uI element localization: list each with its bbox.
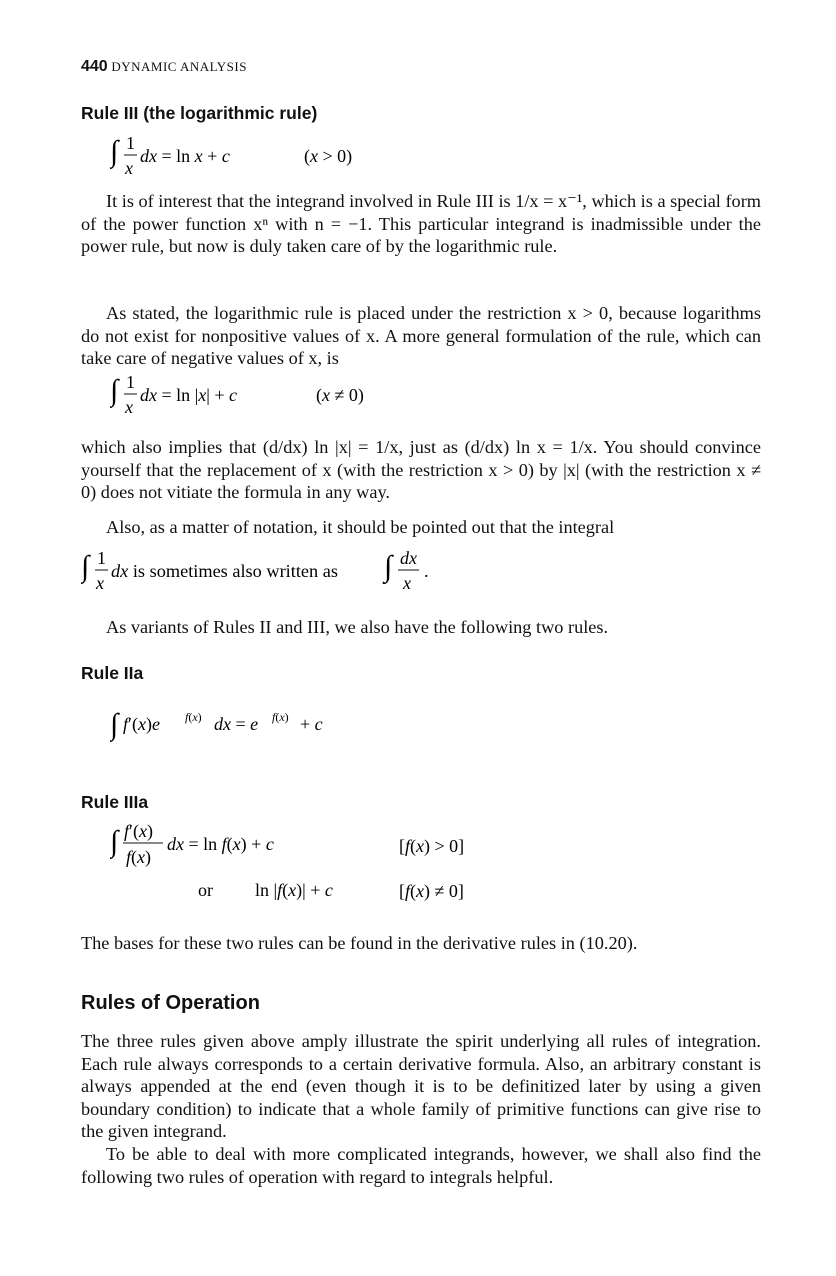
svg-text:∫: ∫ (384, 550, 393, 583)
svg-text:x: x (403, 573, 411, 593)
svg-text:f(x): f(x) (185, 710, 202, 724)
running-header (81, 58, 247, 76)
svg-text:1: 1 (97, 548, 106, 568)
svg-text:dx is sometimes also written a: dx is sometimes also written as (111, 561, 338, 581)
svg-text:1: 1 (126, 133, 135, 153)
svg-text:x: x (96, 573, 104, 593)
rule3-paragraph-3: which also implies that (d/dx) ln |x| = 1/x, just as (d/dx) ln x = 1/x. You should convince yourself that the replacement of x (with the restriction x > 0) by |x| (with the restriction x ≠ 0) does not vitiate the formula in any way. (81, 437, 761, 503)
operation-paragraph-1: The three rules given above amply illustrate the spirit underlying all rules of integration. Each rule always corresponds to a certain derivative formula. Also, an arbitrary constant is always appended at the end (even though it is to be definitized later by using a given boundary condition) to indicate that a whole family of primitive functions can give rise to the given integrand. (81, 1031, 761, 1142)
svg-text:ln |f(x)| + c: ln |f(x)| + c (255, 880, 333, 900)
rule3-paragraph-1: It is of interest that the integrand involved in Rule III is 1/x = x⁻¹, which is a special form of the power function xⁿ with n = −1. This particular integrand is inadmissible under the power rule, but now is duly taken care of by the logarithmic rule. (81, 191, 761, 257)
svg-text:dx = e: dx = e (214, 714, 259, 734)
rule3-formula (110, 128, 430, 188)
rule2a-heading: Rule IIa (81, 663, 144, 683)
rule3-paragraph-2: As stated, the logarithmic rule is placed under the restriction x > 0, because logarithms do not exist for nonpositive values of x. A more general formulation of the rule, which can take care of negative values of x, is (81, 303, 761, 369)
svg-text:[f(x) > 0]: [f(x) > 0] (399, 836, 465, 856)
running-title: DYNAMIC ANALYSIS (111, 59, 247, 74)
rule3-general-formula (110, 367, 450, 427)
rule2a-formula (110, 700, 410, 750)
svg-text:+ c: + c (300, 714, 323, 734)
svg-text:x: x (125, 158, 133, 178)
svg-text:∫: ∫ (81, 550, 90, 583)
svg-text:f(x): f(x) (126, 847, 152, 867)
svg-text:f(x): f(x) (272, 710, 289, 724)
rule3-paragraph-4: Also, as a matter of notation, it should be pointed out that the integral (106, 517, 615, 537)
svg-text:∫: ∫ (110, 825, 119, 858)
svg-text:f′(x)e: f′(x)e (123, 714, 160, 734)
rule3-paragraph-5: As variants of Rules II and III, we also have the following two rules. (106, 617, 609, 637)
svg-text:or: or (198, 880, 213, 900)
svg-text:∫: ∫ (110, 374, 119, 407)
svg-text:1: 1 (126, 372, 135, 392)
svg-text:∫: ∫ (110, 135, 119, 168)
svg-text:dx = ln |x| + c: dx = ln |x| + c (140, 385, 238, 405)
notation-line (81, 542, 521, 602)
svg-text:x: x (125, 397, 133, 417)
operation-paragraph-2: To be able to deal with more complicated integrands, however, we shall also find the following two rules of operation with regard to integrals helpful. (81, 1144, 761, 1187)
svg-text:dx: dx (400, 548, 417, 568)
rule3a-heading: Rule IIIa (81, 792, 149, 812)
svg-text:(x > 0): (x > 0) (304, 146, 353, 166)
svg-text:∫: ∫ (110, 708, 119, 741)
svg-text:f′(x): f′(x) (124, 821, 153, 841)
svg-text:.: . (424, 561, 429, 581)
svg-text:[f(x) ≠ 0]: [f(x) ≠ 0] (399, 881, 464, 901)
svg-text:(x ≠ 0): (x ≠ 0) (316, 385, 364, 405)
rule3a-formula (110, 814, 590, 914)
rule3a-paragraph: The bases for these two rules can be found in the derivative rules in (10.20). (81, 933, 638, 953)
svg-text:dx = ln x + c: dx = ln x + c (140, 146, 230, 166)
page-number: 440 (81, 58, 108, 75)
svg-text:dx = ln f(x) + c: dx = ln f(x) + c (167, 834, 274, 854)
operation-heading: Rules of Operation (81, 992, 260, 1014)
rule3-heading: Rule III (the logarithmic rule) (81, 103, 318, 123)
